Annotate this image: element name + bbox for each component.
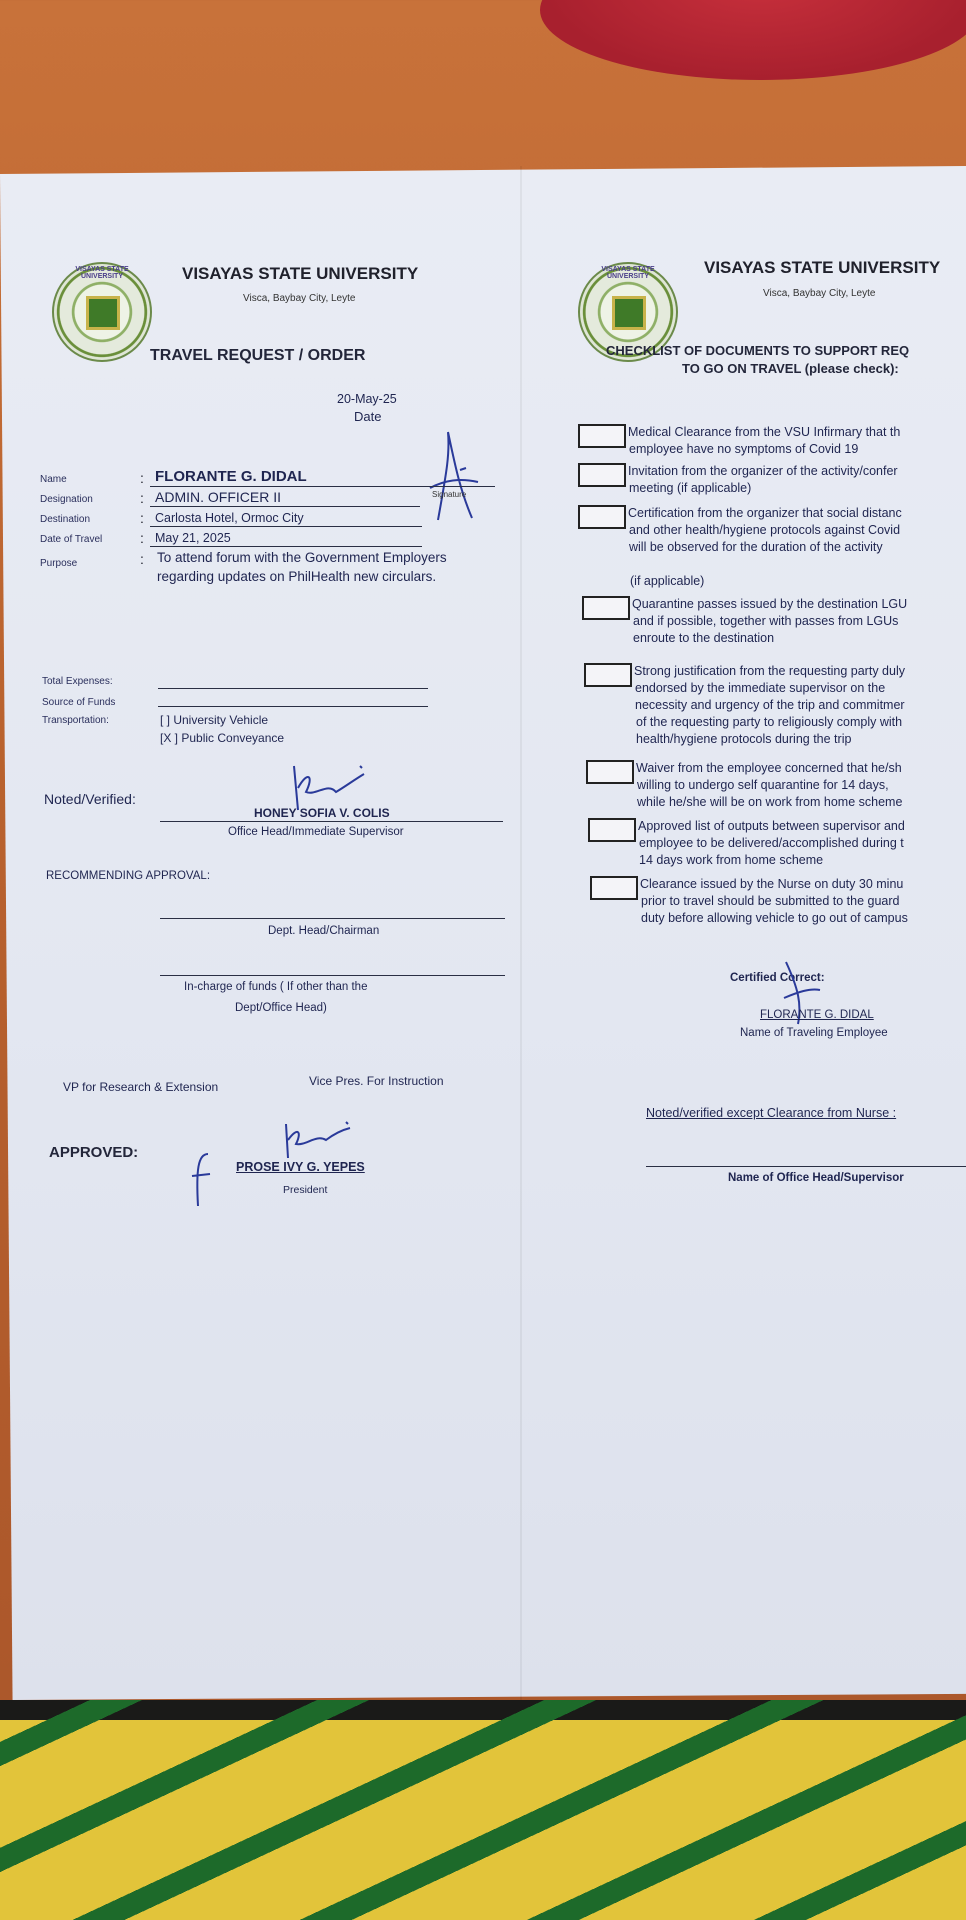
red-cap-background (540, 0, 966, 80)
checklist-item-text: while he/she will be on work from home scheme (637, 795, 903, 809)
seal-emblem-icon (86, 296, 120, 330)
colon: : (140, 490, 144, 506)
dept-head-line (160, 918, 505, 919)
checklist-checkbox[interactable] (588, 818, 636, 842)
recommending-approval-label: RECOMMENDING APPROVAL: (46, 870, 211, 882)
seal-emblem-icon (612, 296, 646, 330)
checklist-checkbox[interactable] (584, 663, 632, 687)
checklist-item-text: of the requesting party to religiously comply with (636, 715, 903, 729)
checklist-item-text: meeting (if applicable) (629, 481, 752, 495)
seal-text: VISAYAS STATE UNIVERSITY (601, 266, 655, 280)
checklist-item-text: employee have no symptoms of Covid 19 (629, 442, 859, 456)
checklist-item-text: prior to travel should be submitted to the guard (641, 894, 900, 908)
checklist-checkbox[interactable] (578, 505, 626, 529)
name-underline (150, 486, 495, 487)
date-label: Date (354, 409, 382, 424)
seal-text: VISAYAS STATE UNIVERSITY (75, 266, 129, 280)
checklist-item-text: 14 days work from home scheme (639, 853, 824, 867)
checklist-item-text: necessity and urgency of the trip and commitmer (635, 698, 905, 712)
total-expenses-line (158, 688, 428, 689)
name-label: Name (40, 474, 67, 485)
office-head-line (646, 1166, 966, 1167)
president-name: PROSE IVY G. YEPES (236, 1160, 365, 1174)
certified-correct-label: Certified Correct: (730, 972, 825, 984)
vp-research-label: VP for Research & Extension (63, 1080, 219, 1094)
transport-option-public: [X ] Public Conveyance (160, 731, 285, 745)
checklist-item-text: employee to be delivered/accomplished during t (639, 836, 904, 850)
checklist-item-text: Medical Clearance from the VSU Infirmary that th (628, 425, 901, 439)
checklist-title-line2: TO GO ON TRAVEL (please check): (682, 361, 899, 376)
checklist-item-text: Approved list of outputs between supervisor and (638, 819, 905, 833)
dept-head-role: Dept. Head/Chairman (268, 925, 380, 937)
source-of-funds-label: Source of Funds (42, 697, 116, 708)
checklist-checkbox[interactable] (578, 463, 626, 487)
checklist-item-text: will be observed for the duration of the activity (629, 540, 883, 554)
date-of-travel-underline (150, 546, 422, 547)
date-of-travel-value: May 21, 2025 (155, 531, 231, 545)
checklist-checkbox[interactable] (590, 876, 638, 900)
supervisor-line (160, 821, 503, 822)
total-expenses-label: Total Expenses: (42, 676, 113, 687)
university-address: Visca, Baybay City, Leyte (243, 293, 356, 304)
checklist-item-text: enroute to the destination (633, 631, 775, 645)
approved-label: APPROVED: (49, 1144, 139, 1161)
certified-role: Name of Traveling Employee (740, 1027, 888, 1039)
colon: : (140, 551, 144, 567)
destination-label: Destination (40, 514, 91, 525)
colon: : (140, 510, 144, 526)
checklist-item-text: Certification from the organizer that social distanc (628, 506, 902, 520)
checklist-item-text: Strong justification from the requesting party duly (634, 664, 905, 678)
source-of-funds-line (158, 706, 428, 707)
date-of-travel-label: Date of Travel (40, 534, 103, 545)
checklist-item-text: and other health/hygiene protocols against Covid (629, 523, 901, 537)
checklist-item-text: willing to undergo self quarantine for 14 days, (637, 778, 889, 792)
supervisor-name: HONEY SOFIA V. COLIS (254, 806, 390, 820)
signature-label: Signature (432, 490, 467, 499)
name-value: FLORANTE G. DIDAL (155, 468, 307, 485)
designation-underline (150, 506, 420, 507)
president-role: President (283, 1184, 328, 1196)
checklist-item-text: (if applicable) (630, 574, 705, 588)
colon: : (140, 530, 144, 546)
checklist-item-text: Quarantine passes issued by the destination LGU (632, 597, 908, 611)
initial-signature-icon (188, 1150, 220, 1210)
transportation-label: Transportation: (42, 715, 109, 726)
vp-instruction-label: Vice Pres. For Instruction (309, 1074, 444, 1088)
office-head-role: Name of Office Head/Supervisor (728, 1172, 904, 1184)
checklist-item-text: Invitation from the organizer of the activity/confer (628, 464, 898, 478)
document-paper (0, 166, 966, 1700)
purpose-label: Purpose (40, 558, 78, 569)
incharge-role-line1: In-charge of funds ( If other than the (184, 981, 368, 993)
transport-option-university: [ ] University Vehicle (160, 713, 269, 727)
checklist-title-line1: CHECKLIST OF DOCUMENTS TO SUPPORT REQ (606, 343, 910, 358)
supervisor-role: Office Head/Immediate Supervisor (228, 826, 404, 838)
checklist-checkbox[interactable] (582, 596, 630, 620)
paper-fold-line (520, 166, 522, 1700)
incharge-line (160, 975, 505, 976)
date-value: 20-May-25 (337, 392, 397, 406)
checklist-item-text: endorsed by the immediate supervisor on the (635, 681, 886, 695)
colon: : (140, 470, 144, 486)
checklist-university-address: Visca, Baybay City, Leyte (763, 288, 876, 299)
form-title: TRAVEL REQUEST / ORDER (150, 347, 366, 364)
incharge-role-line2: Dept/Office Head) (235, 1002, 327, 1014)
checklist-item-text: and if possible, together with passes from LGUs (633, 614, 899, 628)
purpose-value: To attend forum with the Government Employers regarding updates on PhilHealth new circulars. (157, 550, 447, 584)
checklist-checkbox[interactable] (586, 760, 634, 784)
checklist-university-name: VISAYAS STATE UNIVERSITY (704, 258, 941, 277)
traveler-signature-icon (420, 430, 480, 525)
president-signature-icon (282, 1120, 352, 1160)
destination-underline (150, 526, 422, 527)
certified-name: FLORANTE G. DIDAL (760, 1009, 874, 1021)
checklist-item-text: health/hygiene protocols during the trip (636, 732, 852, 746)
destination-value: Carlosta Hotel, Ormoc City (155, 511, 304, 525)
checklist-checkbox[interactable] (578, 424, 626, 448)
noted-except-nurse: Noted/verified except Clearance from Nurse : (646, 1106, 897, 1120)
designation-value: ADMIN. OFFICER II (155, 489, 281, 505)
university-name: VISAYAS STATE UNIVERSITY (182, 264, 419, 283)
university-seal-icon (52, 262, 152, 362)
checklist-item-text: Waiver from the employee concerned that he/sh (636, 761, 902, 775)
striped-cloth-background (0, 1700, 966, 1920)
noted-verified-label: Noted/Verified: (44, 791, 136, 807)
checklist-item-text: Clearance issued by the Nurse on duty 30 minu (640, 877, 904, 891)
checklist-item-text: duty before allowing vehicle to go out of campus (641, 911, 908, 925)
designation-label: Designation (40, 494, 93, 505)
